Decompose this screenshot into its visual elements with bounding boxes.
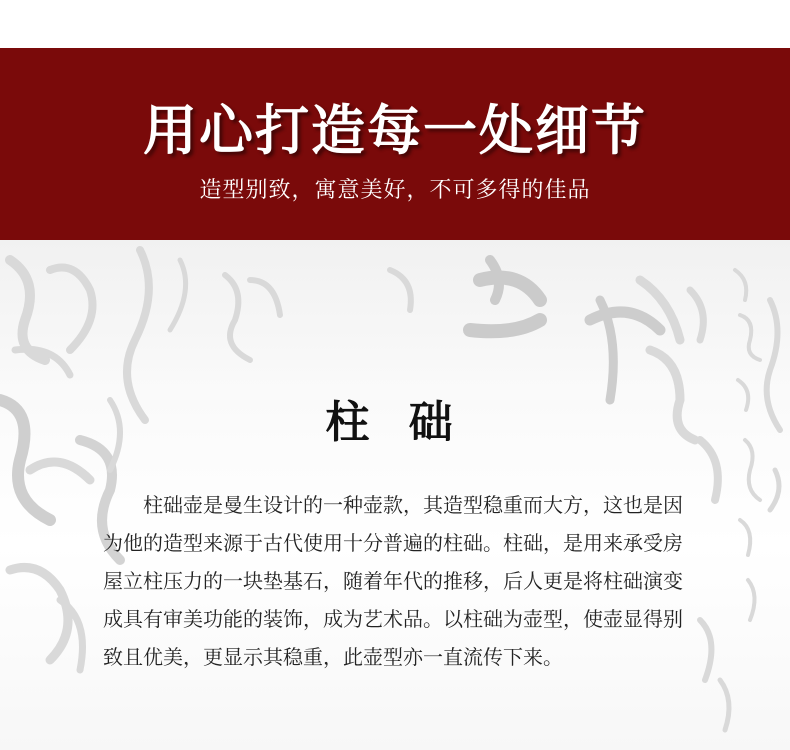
banner-subtitle: 造型别致，寓意美好，不可多得的佳品 [199,178,591,203]
banner-title: 用心打造每一处细节 [143,99,647,162]
section-title: 柱 础 [325,397,465,448]
body-paragraph: 柱础壶是曼生设计的一种壶款，其造型稳重而大方，这也是因为他的造型来源于古代使用十分普遍的柱础。柱础，是用来承受房屋立柱压力的一块垫基石，随着年代的推移，后人更是将柱础演变成具有审美功能的装饰，成为艺术品。以柱础为壶型，使壶显得别致且优美，更显示其稳重，此壶型亦一直流传下来。 [103,493,683,669]
